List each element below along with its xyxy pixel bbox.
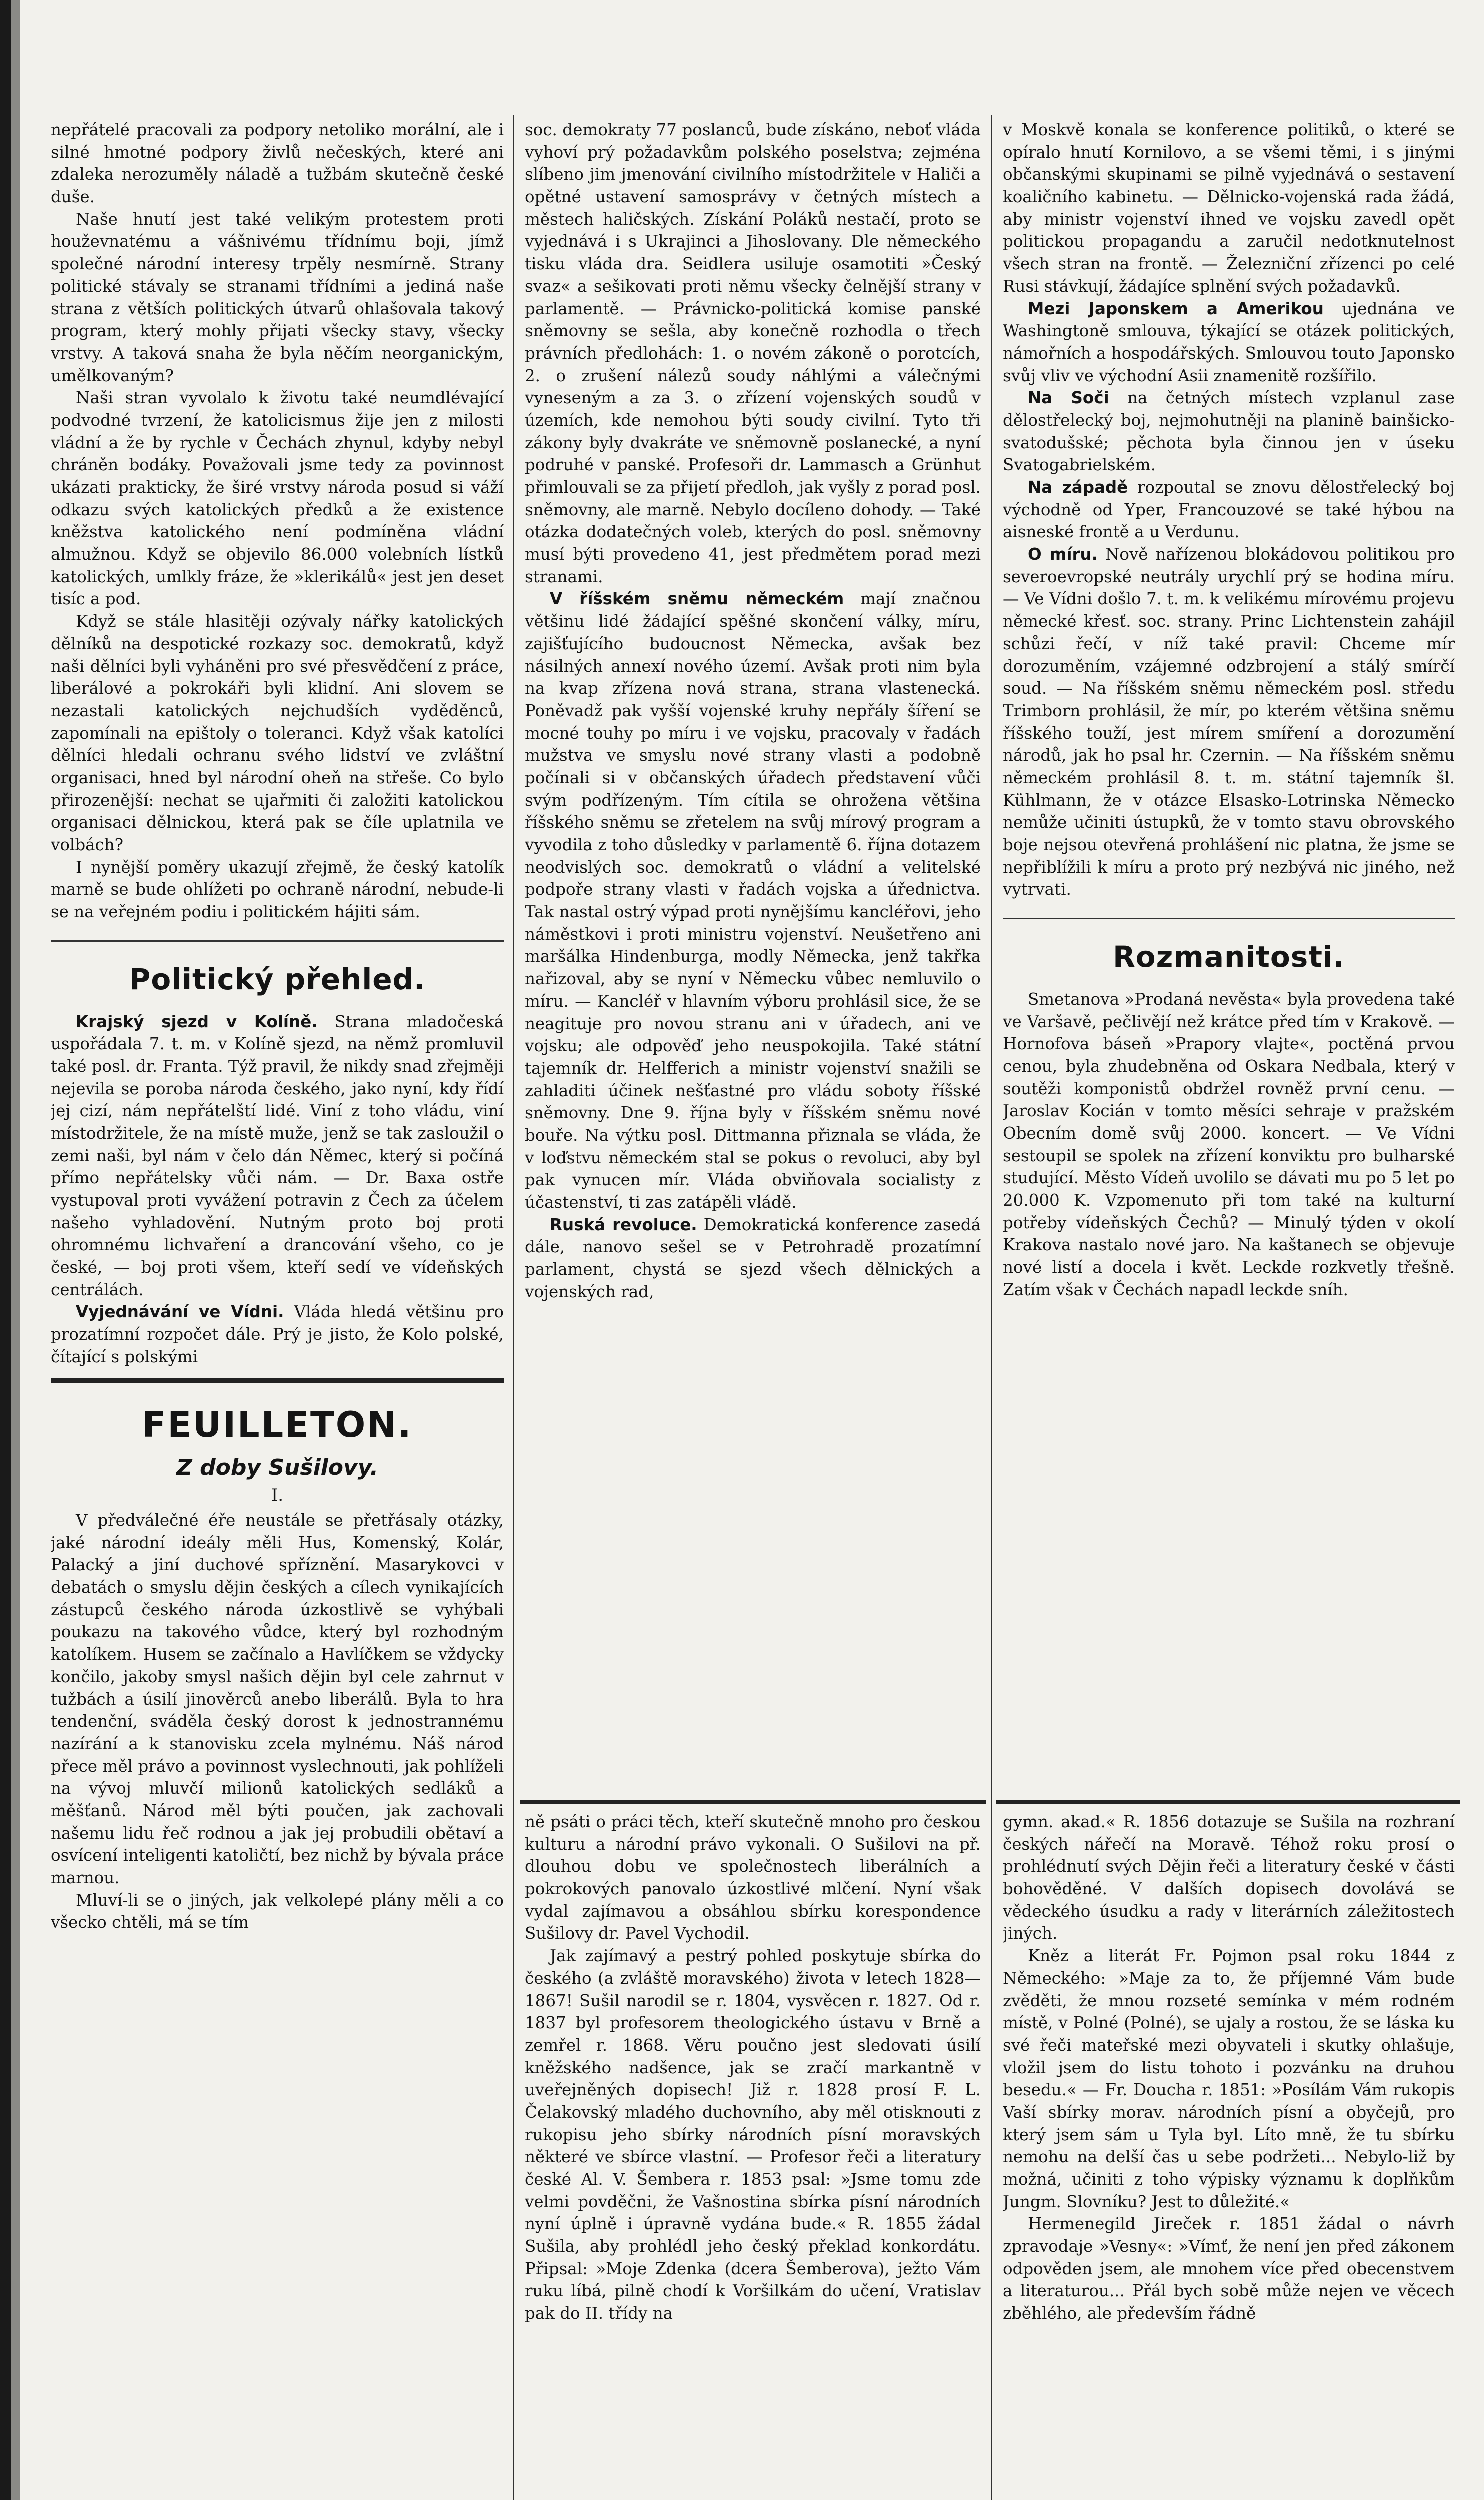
text-japan: ujednána ve Washingtoně smlouva, týkající se otázek politických, námořních a hospodářských. Smlouvou touto Japonsko svůj vliv ve východní Asii znamenitě rozšířilo.	[1003, 299, 1455, 386]
text-russia: Demokratická konference zasedá dále, nanovo sešel se v Petrohradě prozatímní parlament, chystá se sjezd všech dělnických a vojenských rad,	[525, 1215, 981, 1302]
text-kolin: Strana mladočeská uspořádala 7. t. m. v Kolíně sjezd, na němž promluvil také posl. dr. Franta. Týž pravil, že nikdy snad zřejměji nejevila se poroba národa českého, jako nyní, kdy řídí jej cizí, nám nepřátelští lidé. Viní z toho vládu, viní místodržitele, že na místě muže, jenž se tak zasloužil o zemi naši, byl nám v čelo dán Němec, který si počíná přímo nepřátelsky vůči nám. — Dr. Baxa ostře vystupoval proti vyvážení potravin z Čech za účelem našeho vyhladovění. Nutným proto boj proti ohromnému lichvaření a drancování všeho, co je české, — boj proti všem, kteří sedí ve vídeňských centrálách.	[51, 1012, 504, 1300]
col3-paragraph-misc: Smetanova »Prodaná nevěsta« byla provedena také ve Varšavě, pečlivějí než krátce před tím v Krakově. — Hornofova báseň »Prapory vlajte«, poctěná prvou cenou, byla zhudebněna od Oskara Nedbala, který v soutěži komponistů obdržel rovněž první cenu. — Jaroslav Kocián v tomto měsíci sehraje v pražském Obecním domě svůj 2000. koncert. — Ve Vídni sestoupil se spolek na zřízení konviktu pro bulharské studující. Město Vídeň uvolilo se dávati mu po 5 let po 20.000 K. Vzpomenuto při tom také na kulturní potřeby vídeňských Čechů? — Minulý týden v okolí Krakova nastalo nové jaro. Na kaštanech se objevuje nové listí a docela i květ. Leckde rozkvetly třešně. Zatím však v Čechách napadl leckde sníh.	[1003, 990, 1455, 1300]
text-peace: Nově nařízenou blokádovou politikou pro severoevropské neutrály urychlí prý se hodina míru. — Ve Vídni došlo 7. t. m. k velikému mírovému projevu německé křesť. soc. strany. Princ Lichtenstein zahájil schůzi řečí, v níž také pravil: Chceme mír dorozuměním, vzájemné odzbrojení a stálý smírčí soud. — Na říšském sněmu německém posl. středu Trimborn prohlásil, že mír, po kterém většina sněmu říšského touží, jest mírem smíření a dorozumění národů, jak ho psal hr. Czernin. — Na říšském sněmu německém prohlásil 8. t. m. státní tajemník šl. Kühlmann, že v otázce Elsasko-Lotrinska Německo nemůže učiniti ústupků, že v tomto stavu obrovského boje nejsou otevřená prohlášení nic platna, že jsme se nepřiblížili k míru a proto prý nezbývá nic jiného, než vytrvati.	[1003, 545, 1455, 900]
feuilleton-subtitle: Z doby Sušilovy.	[176, 1454, 379, 1480]
text-reichstag: mají značnou většinu lidé žádající spěšné skončení války, míru, zajišťujícího budoucnost Německa, avšak bez násilných annexí nového území. Avšak proti nim byla na kvap zřízena nová strana, strana vlastenecká. Poněvadž pak vyšší vojenské kruhy nepřály šíření se mocné touhy po míru i ve vojsku, pracovaly v řadách mužstva ve smyslu nové strany vlasti a podobně počínali si v občanských úřadech představení vůči svým podřízeným. Tím cítila se ohrožena většina říšského sněmu se zřetelem na svůj mírový program a vyvodila z toho důsledky v parlamentě 6. října dotazem neodvislých soc. demokratů o vládní a velitelské podpoře strany vlasti v řadách vojska a úřednictva. Tak nastal ostrý výpad proti nynějšímu kancléřovi, jeho náměstkovi i proti ministru vojenství. Neušetřeno ani maršálka Hindenburga, modly Německa, jenž takřka nařizoval, aby se nyní v Německu vůbec nemluvilo o míru. — Kancléř v hlavním výboru prohlásil sice, že se neagituje pro novou stranu ani v úřadech, ani ve vojsku; ale odpověď jeho neuspokojila. Také státní tajemník dr. Helfferich a ministr vojenství snažili se zahladiti účinek nešťastné pro vládu soboty říšské sněmovny. Dne 9. října byly v říšském sněmu nové bouře. Na výtku posl. Dittmanna přiznala se vláda, že v loďstvu německém stal se pokus o revoluci, aby byl pak vynucen mír. Vláda obviňovala socialisty z účastenství, ti zas zatápěli vládě.	[525, 590, 981, 1212]
feuilleton-paragraph-2: Mluví-li se o jiných, jak velkolepé plány měli a co všecko chtěli, má se tím	[51, 1890, 504, 1932]
lead-reichstag: V říšském sněmu německém	[550, 590, 844, 609]
text-west: rozpoutal se znovu dělostřelecký boj východně od Yper, Francouzové se také hýbou na aisneské frontě a u Verdunu.	[1003, 478, 1455, 542]
col3-paragraph-1: v Moskvě konala se konference politiků, o které se opíralo hnutí Kornilovo, a se všemi těmi, i s jinými občanskými skupinami se pilně vyjednává o sestavení koaličního kabinetu. — Dělnicko-vojenská rada žádá, aby ministr vojenství ihned ve vojsku zavedl opět politickou propagandu a zaručil nedotknutelnost všech stran na frontě. — Železniční zřízenci po celé Rusi stávkují, žádajíce splnění svých požadavků.	[1003, 120, 1455, 296]
feuilleton-divider-col2	[520, 1800, 986, 1804]
divider-politics-top	[51, 940, 504, 942]
newspaper-page	[20, 0, 1470, 2500]
col1-paragraph-4: Když se stále hlasitěji ozývaly nářky katolických dělníků na despotické rozkazy soc. demokratů, když naši dělníci byli vyháněni pro své přesvědčení z práce, liberálové a pokrokáři byli klidní. Ani slovem se nezastali katolických nejchudších vyděděnců, zapomínali na epištoly o toleranci. Když však katolíci dělníci hledali ochranu svého lidství ve zvláštní organisaci, hned byl národní oheň na střeše. Co bylo přirozenější: nechat se ujařmiti či založiti katolickou organisaci dělnickou, která pak se číle uplatnila ve volbách?	[51, 612, 504, 854]
lead-russia: Ruská revoluce.	[550, 1215, 697, 1234]
col3-paragraph-soca	[1003, 387, 1455, 476]
lead-peace: O míru.	[1028, 545, 1098, 564]
col3-paragraph-japan	[1003, 298, 1455, 388]
feuilleton-title: FEUILLETON.	[142, 1404, 413, 1446]
col2-paragraph-reichstag	[525, 588, 981, 1214]
lead-west: Na západě	[1028, 478, 1128, 497]
divider-misc-top	[1003, 918, 1455, 920]
col3-paragraph-peace	[1003, 544, 1455, 901]
column-2	[525, 119, 981, 1797]
col3-paragraph-west	[1003, 476, 1455, 544]
lead-soca: Na Soči	[1028, 388, 1109, 408]
feuilleton-part-number: I.	[271, 1486, 284, 1506]
col1-paragraph-3: Naši stran vyvolalo k životu také neumdlévající podvodné tvrzení, že katolicismus žije jen z milosti vládní a že by rychle v Čechách zhynul, kdyby nebyl chráněn bodáky. Považovali jsme tedy za povinnost ukázati prakticky, že širé vrstvy národa posud si váží odkazu svých katolických předků a že existence kněžstva katolického není podmíněna vládní almužnou. Když se objevilo 86.000 volebních lístků katolických, umlkly fráze, že »klerikálů« jest jen deset tisíc a pod.	[51, 388, 504, 609]
column-1	[51, 119, 504, 2500]
feuilleton-paragraph-1: V předválečné éře neustále se přetřásaly otázky, jaké národní ideály měli Hus, Komenský, Kolár, Palacký a jiní duchové spříznění. Masarykovci v debatách o smyslu dějin českých a cílech vynikajících zástupců českého národa úzkostlivě se vyhýbali poukazu na takového vůdce, který byl rozhodným katolíkem. Husem se začínalo a Havlíčkem se vždycky končilo, jakoby smysl našich dějin byl cele zahrnut v tužbách a úsilí jinověrců anebo liberálů. Byla to hra tendenční, sváděla český dorost k jednostrannému nazírání a k stanovisku zcela mylnému. Náš národ přece měl právo a povinnost vyslechnouti, jak pohlíželi na vývoj mluvčí milionů katolických sedláků a měšťanů. Národ měl býti poučen, jak zachovali našemu lidu řeč rodnou a jak jej probudili obětaví a osvícení inteligenti katoličtí, bez nichž by bývala práce marnou.	[51, 1511, 504, 1888]
text-vienna: Vláda hledá většinu pro prozatímní rozpočet dále. Prý je jisto, že Kolo polské, čítající s polskými	[51, 1302, 504, 1366]
lead-kolin: Krajský sjezd v Kolíně.	[76, 1012, 318, 1032]
page-edge	[11, 0, 20, 2500]
col2-paragraph-1: soc. demokraty 77 poslanců, bude získáno, neboť vláda vyhoví prý požadavkům polského poselstva; zejména slíbeno jim jmenování civilního místodržitele v Haliči a opětné ustavení samosprávy v četných místech a městech haličských. Získání Poláků nestačí, proto se vyjednává i s Ukrajinci a Jihoslovany. Dle německého tisku vláda dra. Seidlera usiluje osamotiti »Český svaz« a sešikovati proti němu všecky čelnější strany v parlamentě. — Právnicko-politická komise panské sněmovny se sešla, aby konečně rozhodla o třech právních předlohách: 1. o novém zákoně o porotcích, 2. o zrušení nálezů soudy náhlými a válečnými vyneseným a za 3. o zřízení vojenských soudů v územích, kde nemohou býti soudy civilní. Tyto tři zákony byly dvakráte ve sněmovně poslanecké, a nyní podruhé v panské. Profesoři dr. Lammasch a Grünhut přimlouvali se za přijetí předloh, jak vyšly z porad posl. sněmovny, ale marně. Nebylo docíleno dohody. — Také otázka dodatečných voleb, kterých do posl. sněmovny musí býti provedeno 41, jest předmětem porad mezi stranami.	[525, 120, 981, 586]
col1-paragraph-1: nepřátelé pracovali za podpory netoliko morální, ale i silné hmotné podpory živlů nečeských, které ani zdaleka nerozuměly náladě a tužbám skutečně české duše.	[51, 120, 504, 207]
column-2-feuilleton	[525, 1811, 981, 2500]
section-title-politics: Politický přehled.	[129, 962, 426, 996]
col2-paragraph-russia	[525, 1214, 981, 1304]
column-3-feuilleton	[1003, 1811, 1455, 2500]
feuilleton-divider	[51, 1378, 504, 1383]
col1-paragraph-2: Naše hnutí jest také velikým protestem proti houževnatému a vášnivému třídnímu boji, jímž společné národní interesy trpěly nesmírně. Strany politické stávaly se stranami třídními a jediná naše strana z větších politických útvarů ohlašovala takový program, který mohly přijati všecky stavy, všecky vrstvy. A taková snaha že byla něčím neorganickým, umělkovaným?	[51, 210, 504, 386]
feuilleton-paragraph-5: gymn. akad.« R. 1856 dotazuje se Sušila na rozhraní českých nářečí na Moravě. Téhož roku prosí o prohlédnutí svých Dějin řeči a literatury české v části bohověděné. V dalších dopisech dovolává se vědeckého úsudku a rady v literárních záležitostech jiných.	[1003, 1812, 1455, 1944]
feuilleton-paragraph-4: Jak zajímavý a pestrý pohled poskytuje sbírka do českého (a zvláště moravského) života v letech 1828—1867! Sušil narodil se r. 1804, vysvěcen r. 1827. Od r. 1837 byl profesorem theologického ústavu v Brně a zemřel r. 1868. Věru poučno jest sledovati úsilí kněžského nadšence, jak se zračí markantně v uveřejněných dopisech! Již r. 1828 prosí F. L. Čelakovský mladého duchovního, aby měl otisknouti z rukopisu jeho sbírky národních písní moravských některé ve sbírce vlastní. — Profesor řeči a literatury české Al. V. Šembera r. 1853 psal: »Jsme tomu zde velmi povděčni, že Vašnostina sbírka písní národních nyní úplně i úpravně vydána bude.« R. 1855 žádal Sušila, aby prohlédl jeho český překlad konkordátu. Připsal: »Moje Zdenka (dcera Šemberova), ježto Vám ruku líbá, pilně chodí k Voršilkám do učení, Vratislav pak do II. třídy na	[525, 1946, 981, 2324]
feuilleton-paragraph-6: Kněz a literát Fr. Pojmon psal roku 1844 z Německého: »Maje za to, že příjemné Vám bude zvěděti, že mnou rozseté semínka v mém rodném místě, v Polné (Polné), se ujaly a rostou, že se láska ku své řeči mateřské mezi obyvateli i skutky ohlašuje, vložil jsem do listu tohoto i pozvánku na druhou besedu.« — Fr. Doucha r. 1851: »Posílám Vám rukopis Vaší sbírky morav. národních písní a obyčejů, pro který jsem sám u Tyla byl. Líto mně, že tu sbírku nemohu na delší čas u sebe podržeti... Nebylo-liž by možná, učiniti z toho výpisky významu k doplňkům Jungm. Slovníku? Jest to důležité.«	[1003, 1946, 1455, 2212]
text-soca: na četných místech vzplanul zase dělostřelecký boj, nejmohutněji na planině bainšicko-svatodušské; pěchota byla činnou jen v úseku Svatogabrielském.	[1003, 388, 1455, 475]
column-3	[1003, 119, 1455, 1797]
section-title-miscellany: Rozmanitosti.	[1113, 940, 1345, 974]
feuilleton-divider-col3	[996, 1800, 1460, 1804]
column-rule-left	[513, 115, 514, 2500]
lead-japan: Mezi Japonskem a Amerikou	[1028, 299, 1324, 318]
col1-paragraph-kolin	[51, 1011, 504, 1302]
feuilleton-paragraph-3: ně psáti o práci těch, kteří skutečně mnoho pro českou kulturu a národní právo vykonali. O Sušilovi na př. dlouhou dobu ve společnostech liberálních a pokrokových panovalo úzkostlivé mlčení. Nyní však vydal zajímavou a obsáhlou sbírku korespondence Sušilovy dr. Pavel Vychodil.	[525, 1812, 981, 1944]
col1-paragraph-vienna	[51, 1301, 504, 1368]
feuilleton-paragraph-7: Hermenegild Jireček r. 1851 žádal o návrh zpravodaje »Vesny«: »Vímť, že není jen před zákonem odpověden jsem, ale mnohem více před obecenstvem a literaturou... Přál bych sobě může nejen ve věcech zběhlého, ale především řádně	[1003, 2214, 1455, 2324]
column-rule-right	[991, 115, 992, 2500]
lead-vienna: Vyjednávání ve Vídni.	[76, 1302, 284, 1322]
col1-paragraph-5: I nynější poměry ukazují zřejmě, že český katolík marně se bude ohlížeti po ochraně národní, nebude-li se na veřejném podiu i politickém hájiti sám.	[51, 858, 504, 922]
binding-shadow	[0, 0, 11, 2500]
